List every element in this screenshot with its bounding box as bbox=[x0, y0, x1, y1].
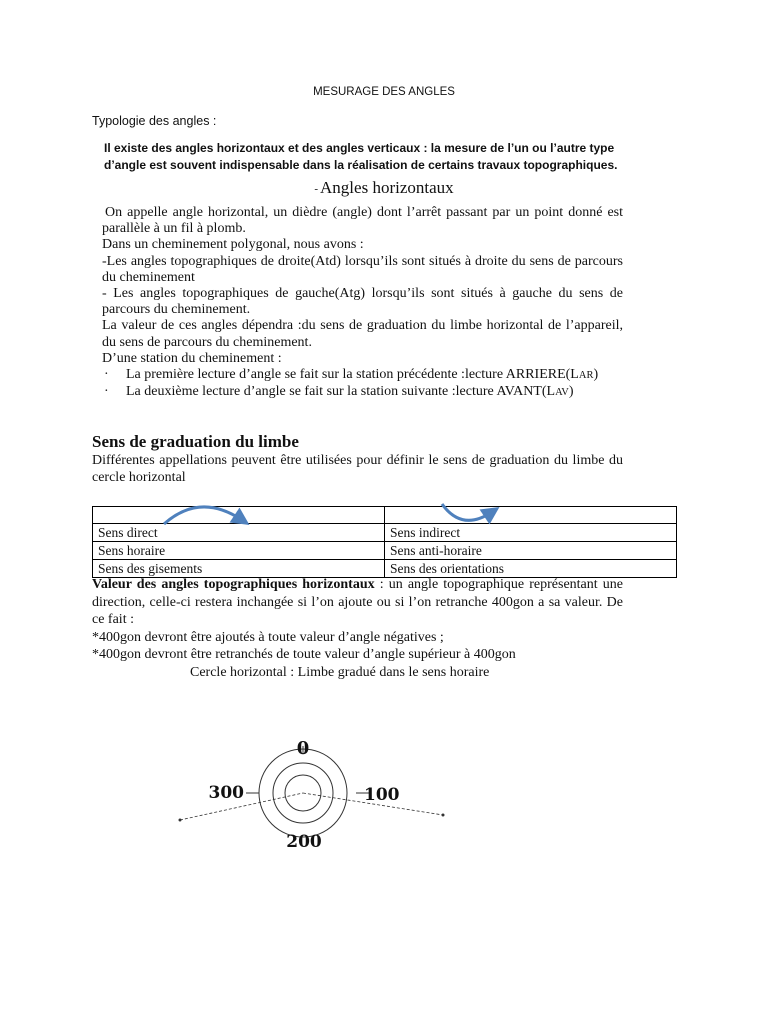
table-cell: Sens des orientations bbox=[385, 560, 677, 578]
bullet-text bbox=[126, 367, 623, 384]
valeur-depend-paragraph: La valeur de ces angles dépendra :du sens de graduation du limbe horizontal de l’appareil, du sens de parcours du cheminement. bbox=[102, 318, 623, 350]
graduation-label-200: 200 bbox=[286, 832, 322, 852]
table-cell: Sens indirect bbox=[385, 524, 677, 542]
angles-droite-paragraph: -Les angles topographiques de droite(Atd) lorsqu’ils sont situés à droite du sens de parcours du cheminement bbox=[102, 253, 623, 285]
station-dot-left bbox=[179, 819, 182, 822]
table-row bbox=[93, 560, 677, 578]
valeur-bold-lead: Valeur des angles topographiques horizontaux bbox=[92, 577, 375, 592]
clockwise-arrow-icon bbox=[164, 507, 242, 524]
sens-graduation-heading: Sens de graduation du limbe bbox=[92, 432, 299, 451]
bullet-smallcaps: AR bbox=[578, 370, 594, 382]
bullet-text bbox=[126, 384, 623, 401]
counterclockwise-arrow-icon bbox=[442, 504, 492, 520]
sens-graduation-paragraph: Différentes appellations peuvent être utilisées pour définir le sens de graduation du limbe du cercle horizontal bbox=[92, 453, 623, 485]
heading-dash: - bbox=[314, 183, 319, 195]
table-cell: Sens anti-horaire bbox=[385, 542, 677, 560]
station-dot-right bbox=[442, 814, 445, 817]
valeur-line-subtract: *400gon devront être retranchés de toute valeur d’angle supérieur à 400gon bbox=[92, 647, 516, 662]
bullet-lecture-avant bbox=[102, 384, 623, 401]
table-cell: Sens des gisements bbox=[93, 560, 385, 578]
angles-gauche-paragraph: - Les angles topographiques de gauche(Atg) lorsqu’ils sont situés à gauche du sens de parcours du cheminement. bbox=[102, 286, 623, 318]
bullet-text-main: La première lecture d’angle se fait sur la station précédente :lecture ARRIERE(L bbox=[126, 367, 579, 383]
valeur-rest: : un angle topographique représentant une direction, celle-ci restera inchangée si l’on ajoute ou si l’on retranche 400gon a sa valeur. De ce fait : bbox=[92, 577, 623, 627]
bullet-lecture-arriere bbox=[102, 367, 623, 384]
bullet-end: ) bbox=[568, 384, 574, 400]
bullet-mark: · bbox=[104, 384, 109, 400]
valeur-line-add: *400gon devront être ajoutés à toute valeur d’angle négatives ; bbox=[92, 629, 444, 645]
graduation-label-0: 0 bbox=[296, 738, 310, 759]
intro-paragraph: Il existe des angles horizontaux et des angles verticaux : la mesure de l’un ou l’autre type d’angle est souvent indispensable dans la réalisation de certains travaux topographiques. bbox=[104, 141, 618, 172]
bullet-mark: · bbox=[104, 367, 109, 383]
horizontal-angles-body bbox=[102, 205, 623, 401]
station-intro: D’une station du cheminement : bbox=[102, 350, 282, 366]
typologie-label: Typologie des angles : bbox=[92, 114, 217, 128]
heading-text: Angles horizontaux bbox=[320, 178, 454, 197]
rotation-arrows bbox=[92, 496, 677, 530]
angles-horizontaux-heading bbox=[0, 178, 768, 198]
graduation-label-100: 100 bbox=[364, 785, 400, 805]
document-title: MESURAGE DES ANGLES bbox=[313, 86, 455, 98]
table-cell: Sens horaire bbox=[93, 542, 385, 560]
cercle-horizontal-diagram bbox=[160, 728, 460, 858]
table-row bbox=[93, 542, 677, 560]
bullet-end: ) bbox=[593, 367, 599, 383]
table-cell: Sens direct bbox=[93, 524, 385, 542]
graduation-label-300: 300 bbox=[208, 783, 244, 803]
bullet-text-main: La deuxième lecture d’angle se fait sur la station suivante :lecture AVANT(L bbox=[126, 384, 556, 400]
cercle-caption: Cercle horizontal : Limbe gradué dans le sens horaire bbox=[190, 665, 490, 680]
cheminement-intro: Dans un cheminement polygonal, nous avons : bbox=[102, 237, 364, 253]
valeur-paragraph bbox=[92, 576, 623, 629]
definition-paragraph: On appelle angle horizontal, un dièdre (angle) dont l’arrêt passant par un point donné est parallèle à un fil à plomb. bbox=[102, 205, 623, 237]
valeur-angles-section bbox=[92, 576, 623, 664]
bullet-smallcaps: AV bbox=[555, 387, 569, 399]
